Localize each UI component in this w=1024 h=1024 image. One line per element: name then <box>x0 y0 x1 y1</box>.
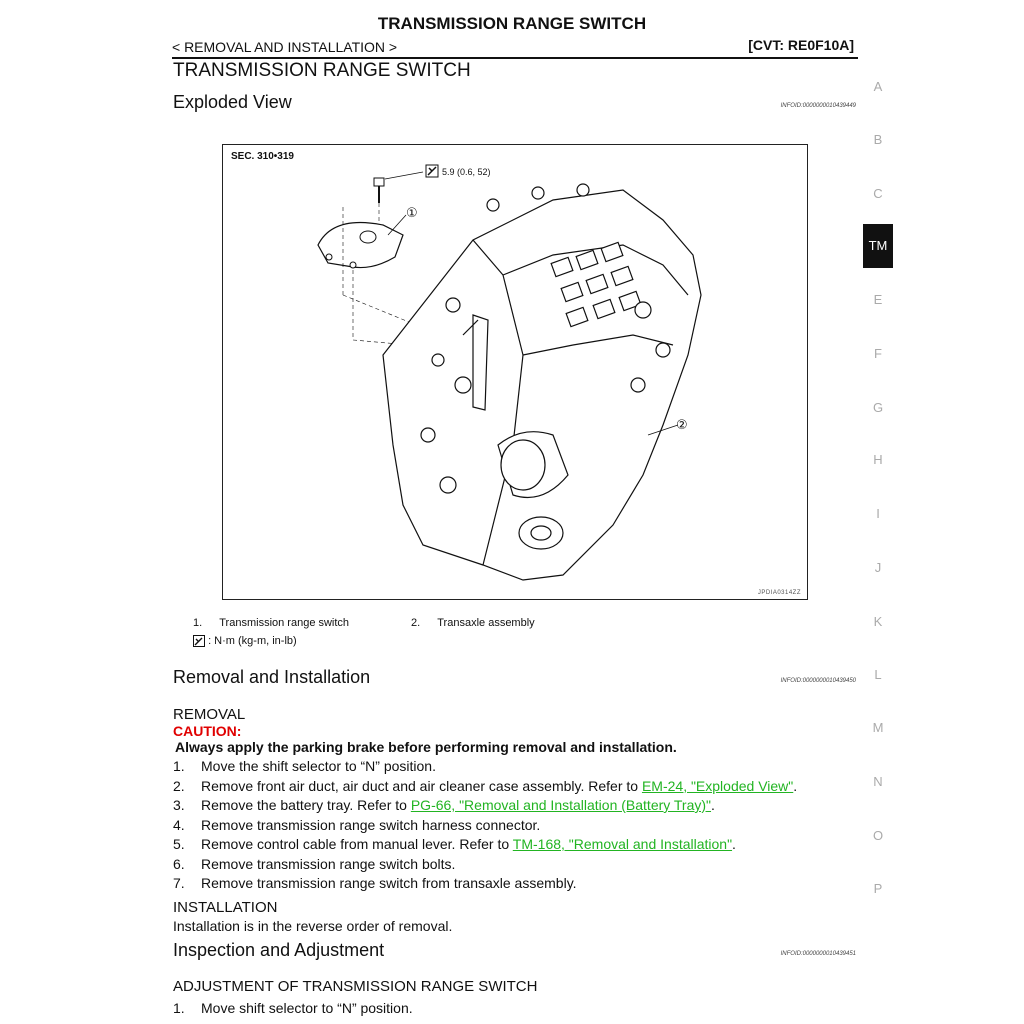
figure-section-label: SEC. 310•319 <box>231 151 294 162</box>
tab-g[interactable]: G <box>872 400 884 415</box>
list-item: 4. Remove transmission range switch harness connector. <box>173 816 541 833</box>
tab-m[interactable]: M <box>872 720 884 735</box>
tab-k[interactable]: K <box>873 614 883 629</box>
tab-i[interactable]: I <box>876 506 880 521</box>
link-pg-66[interactable]: PG-66, "Removal and Installation (Battery Tray)" <box>410 797 712 813</box>
section-heading-removal-installation: Removal and Installation <box>173 667 371 687</box>
transmission-illustration <box>223 145 806 598</box>
tab-n[interactable]: N <box>873 774 883 789</box>
header-divider <box>172 57 858 59</box>
breadcrumb: < REMOVAL AND INSTALLATION > <box>172 39 398 55</box>
legend-item <box>411 617 535 629</box>
torque-value: 5.9 (0.6, 52) <box>442 167 491 177</box>
callout-2: ② <box>676 417 688 432</box>
info-id: INFOID:0000000010439451 <box>780 951 856 957</box>
section-heading-exploded-view: Exploded View <box>173 92 292 112</box>
installation-label: INSTALLATION <box>173 899 278 916</box>
list-item: 7. Remove transmission range switch from transaxle assembly. <box>173 875 577 891</box>
removal-steps <box>173 757 797 894</box>
figure-code: JPDIA0314ZZ <box>757 590 801 596</box>
page-title: TRANSMISSION RANGE SWITCH <box>173 60 471 81</box>
tab-c[interactable]: C <box>873 186 883 201</box>
list-item: 1. Move the shift selector to “N” position. <box>173 758 436 774</box>
unit-note <box>193 635 297 647</box>
link-em-24[interactable]: EM-24, "Exploded View" <box>641 777 794 794</box>
torque-wrench-icon <box>193 635 205 647</box>
unit-note-text: : N·m (kg-m, in-lb) <box>208 635 297 647</box>
document-title: TRANSMISSION RANGE SWITCH <box>377 14 647 33</box>
legend-label: Transmission range switch <box>219 617 350 629</box>
adjustment-subheading: ADJUSTMENT OF TRANSMISSION RANGE SWITCH <box>173 978 538 995</box>
section-tab-index <box>863 0 893 1024</box>
info-id: INFOID:0000000010439449 <box>780 103 856 109</box>
section-heading-inspection: Inspection and Adjustment <box>173 940 385 960</box>
legend-label: Transaxle assembly <box>437 617 535 629</box>
list-item: 1. Move shift selector to “N” position. <box>173 1000 413 1016</box>
exploded-view-figure <box>222 144 808 600</box>
caution-text: Always apply the parking brake before performing removal and installation. <box>175 739 677 755</box>
legend-number: 2. <box>411 617 421 629</box>
tab-tm[interactable]: TM <box>863 224 893 268</box>
tab-f[interactable]: F <box>874 346 882 361</box>
installation-text: Installation is in the reverse order of removal. <box>173 918 453 934</box>
transaxle-assembly-part <box>383 184 701 580</box>
legend-item <box>193 617 349 629</box>
link-tm-168[interactable]: TM-168, "Removal and Installation" <box>512 836 733 852</box>
list-item: 2. Remove front air duct, air duct and air cleaner case assembly. Refer to EM-24, "Exploded View". <box>173 777 798 794</box>
model-code: [CVT: RE0F10A] <box>748 37 854 53</box>
tab-o[interactable]: O <box>872 828 884 843</box>
list-item: 5. Remove control cable from manual lever. Refer to TM-168, "Removal and Installation". <box>173 836 736 852</box>
list-item: 3. Remove the battery tray. Refer to PG-66, "Removal and Installation (Battery Tray)". <box>173 797 715 813</box>
callout-1: ① <box>406 205 418 220</box>
tab-e[interactable]: E <box>873 292 883 307</box>
info-id: INFOID:0000000010439450 <box>780 678 856 684</box>
list-item: 6. Remove transmission range switch bolts. <box>173 855 456 872</box>
tab-h[interactable]: H <box>873 452 883 467</box>
tab-l[interactable]: L <box>874 667 882 682</box>
tab-b[interactable]: B <box>873 132 883 147</box>
tab-a[interactable]: A <box>873 79 883 94</box>
caution-label: CAUTION: <box>173 723 242 739</box>
tab-p[interactable]: P <box>873 881 883 896</box>
legend-number: 1. <box>193 617 203 629</box>
tab-j[interactable]: J <box>874 560 882 575</box>
torque-wrench-icon <box>426 165 438 177</box>
removal-label: REMOVAL <box>173 706 246 723</box>
